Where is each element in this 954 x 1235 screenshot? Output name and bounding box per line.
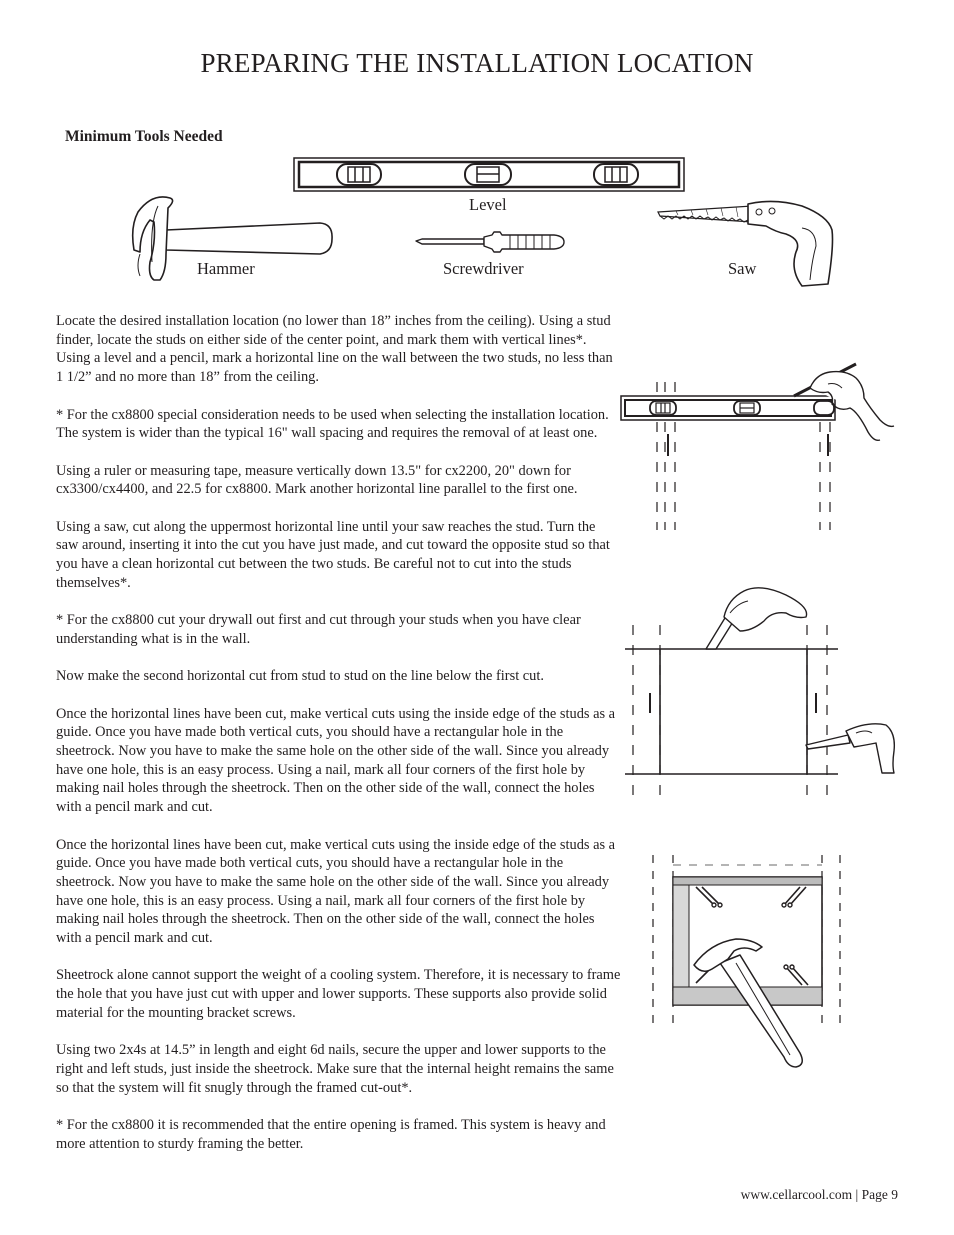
paragraph: * For the cx8800 special consideration needs to be used when selecting the installation location. The system is wider than the typical 16" wall spacing and requires the removal of at least one. bbox=[56, 406, 609, 442]
screwdriver-icon bbox=[414, 229, 566, 255]
paragraph: Locate the desired installation location (no lower than 18” inches from the ceiling). Using a stud finder, locate the studs on either side of the center point, and mark them with vertical lines*. Using a level and a pencil, mark a horizontal line on the wall between the two studs, no less than 1 1/2” and no more than 18” from the ceiling. bbox=[56, 313, 613, 386]
paragraph: Using a saw, cut along the uppermost horizontal line until your saw reaches the stud. Turn the saw around, inserting it into the cut you have just made, and cut toward the opposite stud so that you have a clean horizontal cut between the two studs. Be careful not to cut into the studs themselves*. bbox=[56, 518, 610, 591]
paragraph: Sheetrock alone cannot support the weight of a cooling system. Therefore, it is necessary to frame the hole that you have just cut with upper and lower supports. These supports also provide solid material for the mounting bracket screws. bbox=[56, 967, 621, 1021]
cutting-hole-illustration bbox=[620, 583, 900, 803]
screwdriver-label: Screwdriver bbox=[443, 259, 524, 278]
paragraph: Now make the second horizontal cut from stud to stud on the line below the first cut. bbox=[56, 668, 544, 685]
paragraph: Once the horizontal lines have been cut, make vertical cuts using the inside edge of the studs as a guide. Once you have made both vertical cuts, you should have a rectangular hole in the sheetrock. Now you have to make the same hole on the other side of the wall. Since you already have one hole, this is an easy process. Using a nail, mark all four corners of the first hole by making nail holes through the sheetrock. Then on the other side of the wall, connect the holes with a pencil mark and cut. bbox=[56, 836, 616, 947]
page-footer: www.cellarcool.com | Page 9 bbox=[740, 1187, 898, 1202]
paragraph: * For the cx8800 cut your drywall out first and cut through your studs when you have clear understanding what is in the wall. bbox=[56, 612, 581, 647]
paragraph: * For the cx8800 it is recommended that the entire opening is framed. This system is heavy and more attention to sturdy framing the better. bbox=[56, 1117, 606, 1152]
paragraph: Using a ruler or measuring tape, measure vertically down 13.5" for cx2200, 20" down for cx3300/cx4400, and 22.5 for cx8800. Mark another horizontal line parallel to the first one. bbox=[56, 462, 578, 498]
tools-heading: Minimum Tools Needed bbox=[65, 128, 223, 145]
page-title: PREPARING THE INSTALLATION LOCATION bbox=[200, 48, 754, 78]
paragraph: Using two 2x4s at 14.5” in length and eight 6d nails, secure the upper and lower supports to the right and left studs, just inside the sheetrock. Make sure that the internal height remains the same so that the system will fit snugly through the framed cut-out*. bbox=[56, 1042, 614, 1096]
hammer-label: Hammer bbox=[197, 259, 255, 278]
paragraph: Once the horizontal lines have been cut, make vertical cuts using the inside edge of the studs as a guide. Once you have made both vertical cuts, you should have a rectangular hole in the sheetrock. Now you have to make the same hole on the other side of the wall. Since you already have one hole, this is an easy process. Using a nail, mark all four corners of the first hole by making nail holes through the sheetrock. Then on the other side of the wall, connect the holes with a pencil mark and cut. bbox=[56, 705, 616, 816]
instructions bbox=[56, 312, 621, 1172]
marking-wall-illustration bbox=[618, 360, 898, 532]
level-icon bbox=[293, 157, 685, 193]
framing-hole-illustration bbox=[640, 853, 850, 1073]
level-label: Level bbox=[469, 195, 507, 214]
saw-label: Saw bbox=[728, 259, 757, 278]
